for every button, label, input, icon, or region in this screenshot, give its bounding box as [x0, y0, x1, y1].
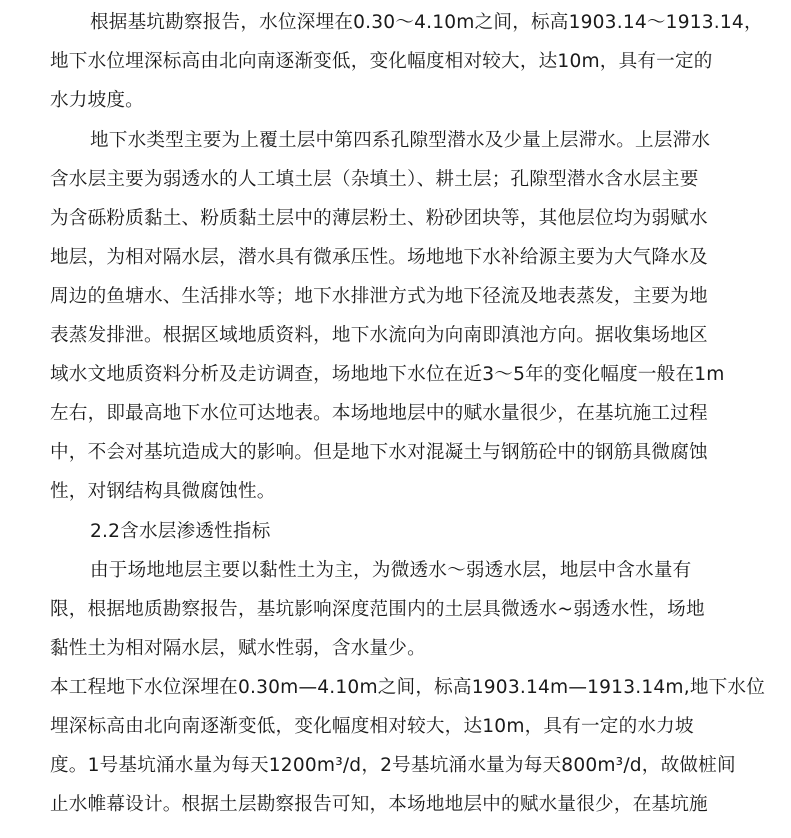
paragraph-line: 域水文地质资料分析及走访调查，场地地下水位在近3～5年的变化幅度一般在1m [50, 364, 725, 385]
paragraph-line: 为含砾粉质黏土、粉质黏土层中的薄层粉土、粉砂团块等，其他层位均为弱赋水 [50, 208, 708, 229]
paragraph-line: 含水层主要为弱透水的人工填土层（杂填土）、耕土层；孔隙型潜水含水层主要 [50, 169, 699, 190]
paragraph-line: 埋深标高由北向南逐渐变低，变化幅度相对较大，达10m，具有一定的水力坡 [50, 716, 694, 737]
paragraph-line: 性，对钢结构具微腐蚀性。 [50, 481, 276, 502]
paragraph-line: 本工程地下水位深埋在0.30m—4.10m之间，标高1903.14m—1913.14m,地下水位 [50, 677, 766, 698]
paragraph-line: 左右，即最高地下水位可达地表。本场地地层中的赋水量很少，在基坑施工过程 [50, 403, 708, 424]
paragraph-line: 表蒸发排泄。根据区域地质资料，地下水流向为向南即滇池方向。据收集场地区 [50, 325, 708, 346]
paragraph-line: 地层，为相对隔水层，潜水具有微承压性。场地地下水补给源主要为大气降水及 [50, 247, 708, 268]
paragraph-line: 度。1号基坑涌水量为每天1200m³/d，2号基坑涌水量为每天800m³/d，故做桩间 [50, 755, 736, 776]
paragraph-line: 地下水位埋深标高由北向南逐渐变低，变化幅度相对较大，达10m，具有一定的 [50, 51, 713, 72]
paragraph-line: 中，不会对基坑造成大的影响。但是地下水对混凝土与钢筋砼中的钢筋具微腐蚀 [50, 442, 708, 463]
paragraph-line: 地下水类型主要为上覆土层中第四系孔隙型潜水及少量上层滞水。上层滞水 [90, 130, 711, 151]
paragraph-line: 止水帷幕设计。根据土层勘察报告可知，本场地地层中的赋水量很少，在基坑施 [50, 794, 708, 815]
paragraph-line: 黏性土为相对隔水层，赋水性弱，含水量少。 [50, 638, 426, 659]
paragraph-line: 水力坡度。 [50, 90, 144, 111]
section-heading: 2.2含水层渗透性指标 [90, 521, 271, 542]
paragraph-line: 限，根据地质勘察报告，基坑影响深度范围内的土层具微透水~弱透水性，场地 [50, 599, 705, 620]
paragraph-line: 周边的鱼塘水、生活排水等；地下水排泄方式为地下径流及地表蒸发，主要为地 [50, 286, 708, 307]
paragraph-line: 由于场地地层主要以黏性土为主，为微透水～弱透水层，地层中含水量有 [90, 560, 692, 581]
paragraph-line: 根据基坑勘察报告，水位深埋在0.30～4.10m之间，标高1903.14～1913.14， [90, 12, 763, 33]
